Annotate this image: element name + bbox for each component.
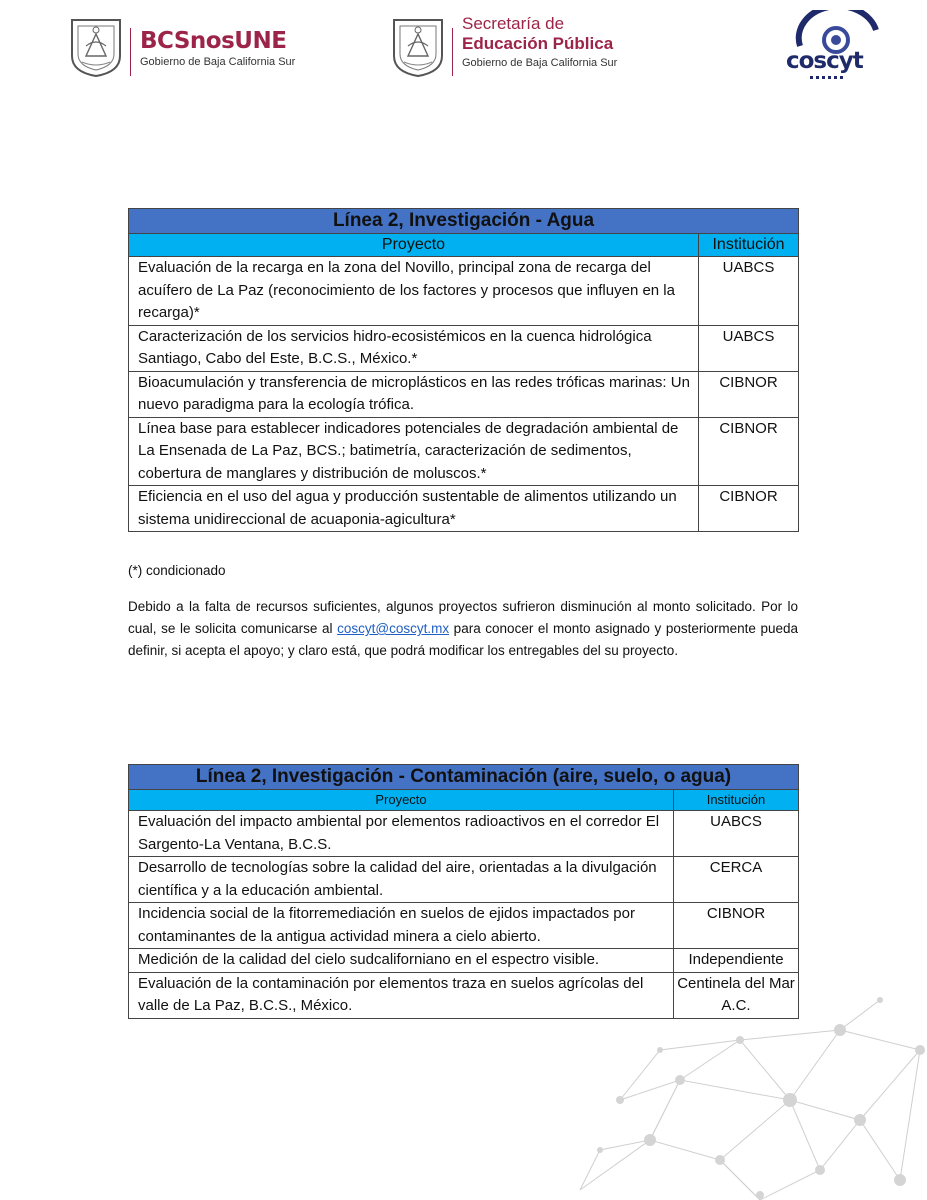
network-background-graphic	[560, 990, 927, 1200]
notice-text: para conocer el monto asignado y posteriormente pueda definir, si acepta el apoyo; y claro está, que podrá modificar los entregables del su proyecto.	[128, 621, 799, 658]
table-row	[129, 857, 799, 903]
project-cell: Eficiencia en el uso del agua y producción sustentable de alimentos utilizando un sistema unidireccional de acuaponia-agicultura*	[129, 486, 699, 532]
project-cell: Incidencia social de la fitorremediación en suelos de ejidos impactados por contaminantes de la antigua actividad minera a cielo abierto.	[129, 903, 674, 949]
project-cell: Evaluación del impacto ambiental por elementos radioactivos en el corredor El Sargento-La Ventana, B.C.S.	[129, 811, 674, 857]
institution-cell: Independiente	[674, 949, 799, 973]
page-header	[0, 0, 927, 110]
table-row	[129, 417, 799, 486]
institution-cell: Centinela del Mar A.C.	[674, 972, 799, 1018]
institution-cell: UABCS	[699, 257, 799, 326]
institution-cell: CIBNOR	[699, 486, 799, 532]
table-row	[129, 486, 799, 532]
column-header-institution: Institución	[699, 234, 799, 257]
sep-logo-line1: Secretaría de	[462, 14, 565, 33]
table-title: Línea 2, Investigación - Agua	[129, 209, 799, 234]
coscyt-logo-text: coscyt	[786, 48, 863, 74]
projects-table-agua	[128, 208, 799, 532]
table-title: Línea 2, Investigación - Contaminación (aire, suelo, o agua)	[129, 765, 799, 790]
institution-cell: CIBNOR	[699, 371, 799, 417]
notice-paragraph	[128, 596, 798, 662]
table-row	[129, 371, 799, 417]
project-cell: Bioacumulación y transferencia de microplásticos en las redes tróficas marinas: Un nuevo paradigma para la ecología trófica.	[129, 371, 699, 417]
project-cell: Línea base para establecer indicadores potenciales de degradación ambiental de La Ensenada de La Paz, BCS.; batimetría, caracterización de sedimentos, cobertura de manglares y distribución de moluscos.*	[129, 417, 699, 486]
bcs-logo	[140, 28, 295, 68]
bcs-logo-title: BCSnosUNE	[140, 28, 287, 54]
column-header-project: Proyecto	[129, 234, 699, 257]
sep-logo-line2: Educación Pública	[462, 34, 614, 53]
column-header-institution: Institución	[674, 790, 799, 811]
table-row	[129, 811, 799, 857]
project-cell: Desarrollo de tecnologías sobre la calidad del aire, orientadas a la divulgación científica y a la educación ambiental.	[129, 857, 674, 903]
table-row	[129, 325, 799, 371]
sep-logo-line3: Gobierno de Baja California Sur	[462, 57, 618, 69]
project-cell: Evaluación de la recarga en la zona del Novillo, principal zona de recarga del acuífero de La Paz (reconocimiento de los factores y procesos que influyen en la recarga)*	[129, 257, 699, 326]
baja-california-sur-seal-icon	[68, 16, 124, 78]
table-row	[129, 257, 799, 326]
project-cell: Evaluación de la contaminación por elementos traza en suelos agrícolas del valle de La Paz, B.C.S., México.	[129, 972, 674, 1018]
project-cell: Medición de la calidad del cielo sudcaliforniano en el espectro visible.	[129, 949, 674, 973]
contact-email-link[interactable]: coscyt@coscyt.mx	[337, 621, 450, 636]
header-divider	[130, 28, 131, 76]
institution-cell: CIBNOR	[699, 417, 799, 486]
institution-cell: UABCS	[674, 811, 799, 857]
project-cell: Caracterización de los servicios hidro-ecosistémicos en la cuenca hidrológica Santiago, Cabo del Este, B.C.S., México.*	[129, 325, 699, 371]
projects-table-contaminacion	[128, 764, 799, 1019]
header-divider	[452, 28, 453, 76]
institution-cell: UABCS	[699, 325, 799, 371]
table-row	[129, 949, 799, 973]
table-row	[129, 903, 799, 949]
notice-text: Debido a la falta de recursos suficientes, algunos proyectos sufrieron disminución al monto solicitado. Por lo cual, se le solicita comunicarse al	[128, 599, 798, 636]
bcs-logo-subtitle: Gobierno de Baja California Sur	[140, 56, 296, 68]
column-header-project: Proyecto	[129, 790, 674, 811]
institution-cell: CERCA	[674, 857, 799, 903]
sep-logo	[462, 14, 617, 69]
sep-seal-icon	[390, 16, 446, 78]
conditional-note: (*) condicionado	[128, 563, 226, 578]
institution-cell: CIBNOR	[674, 903, 799, 949]
